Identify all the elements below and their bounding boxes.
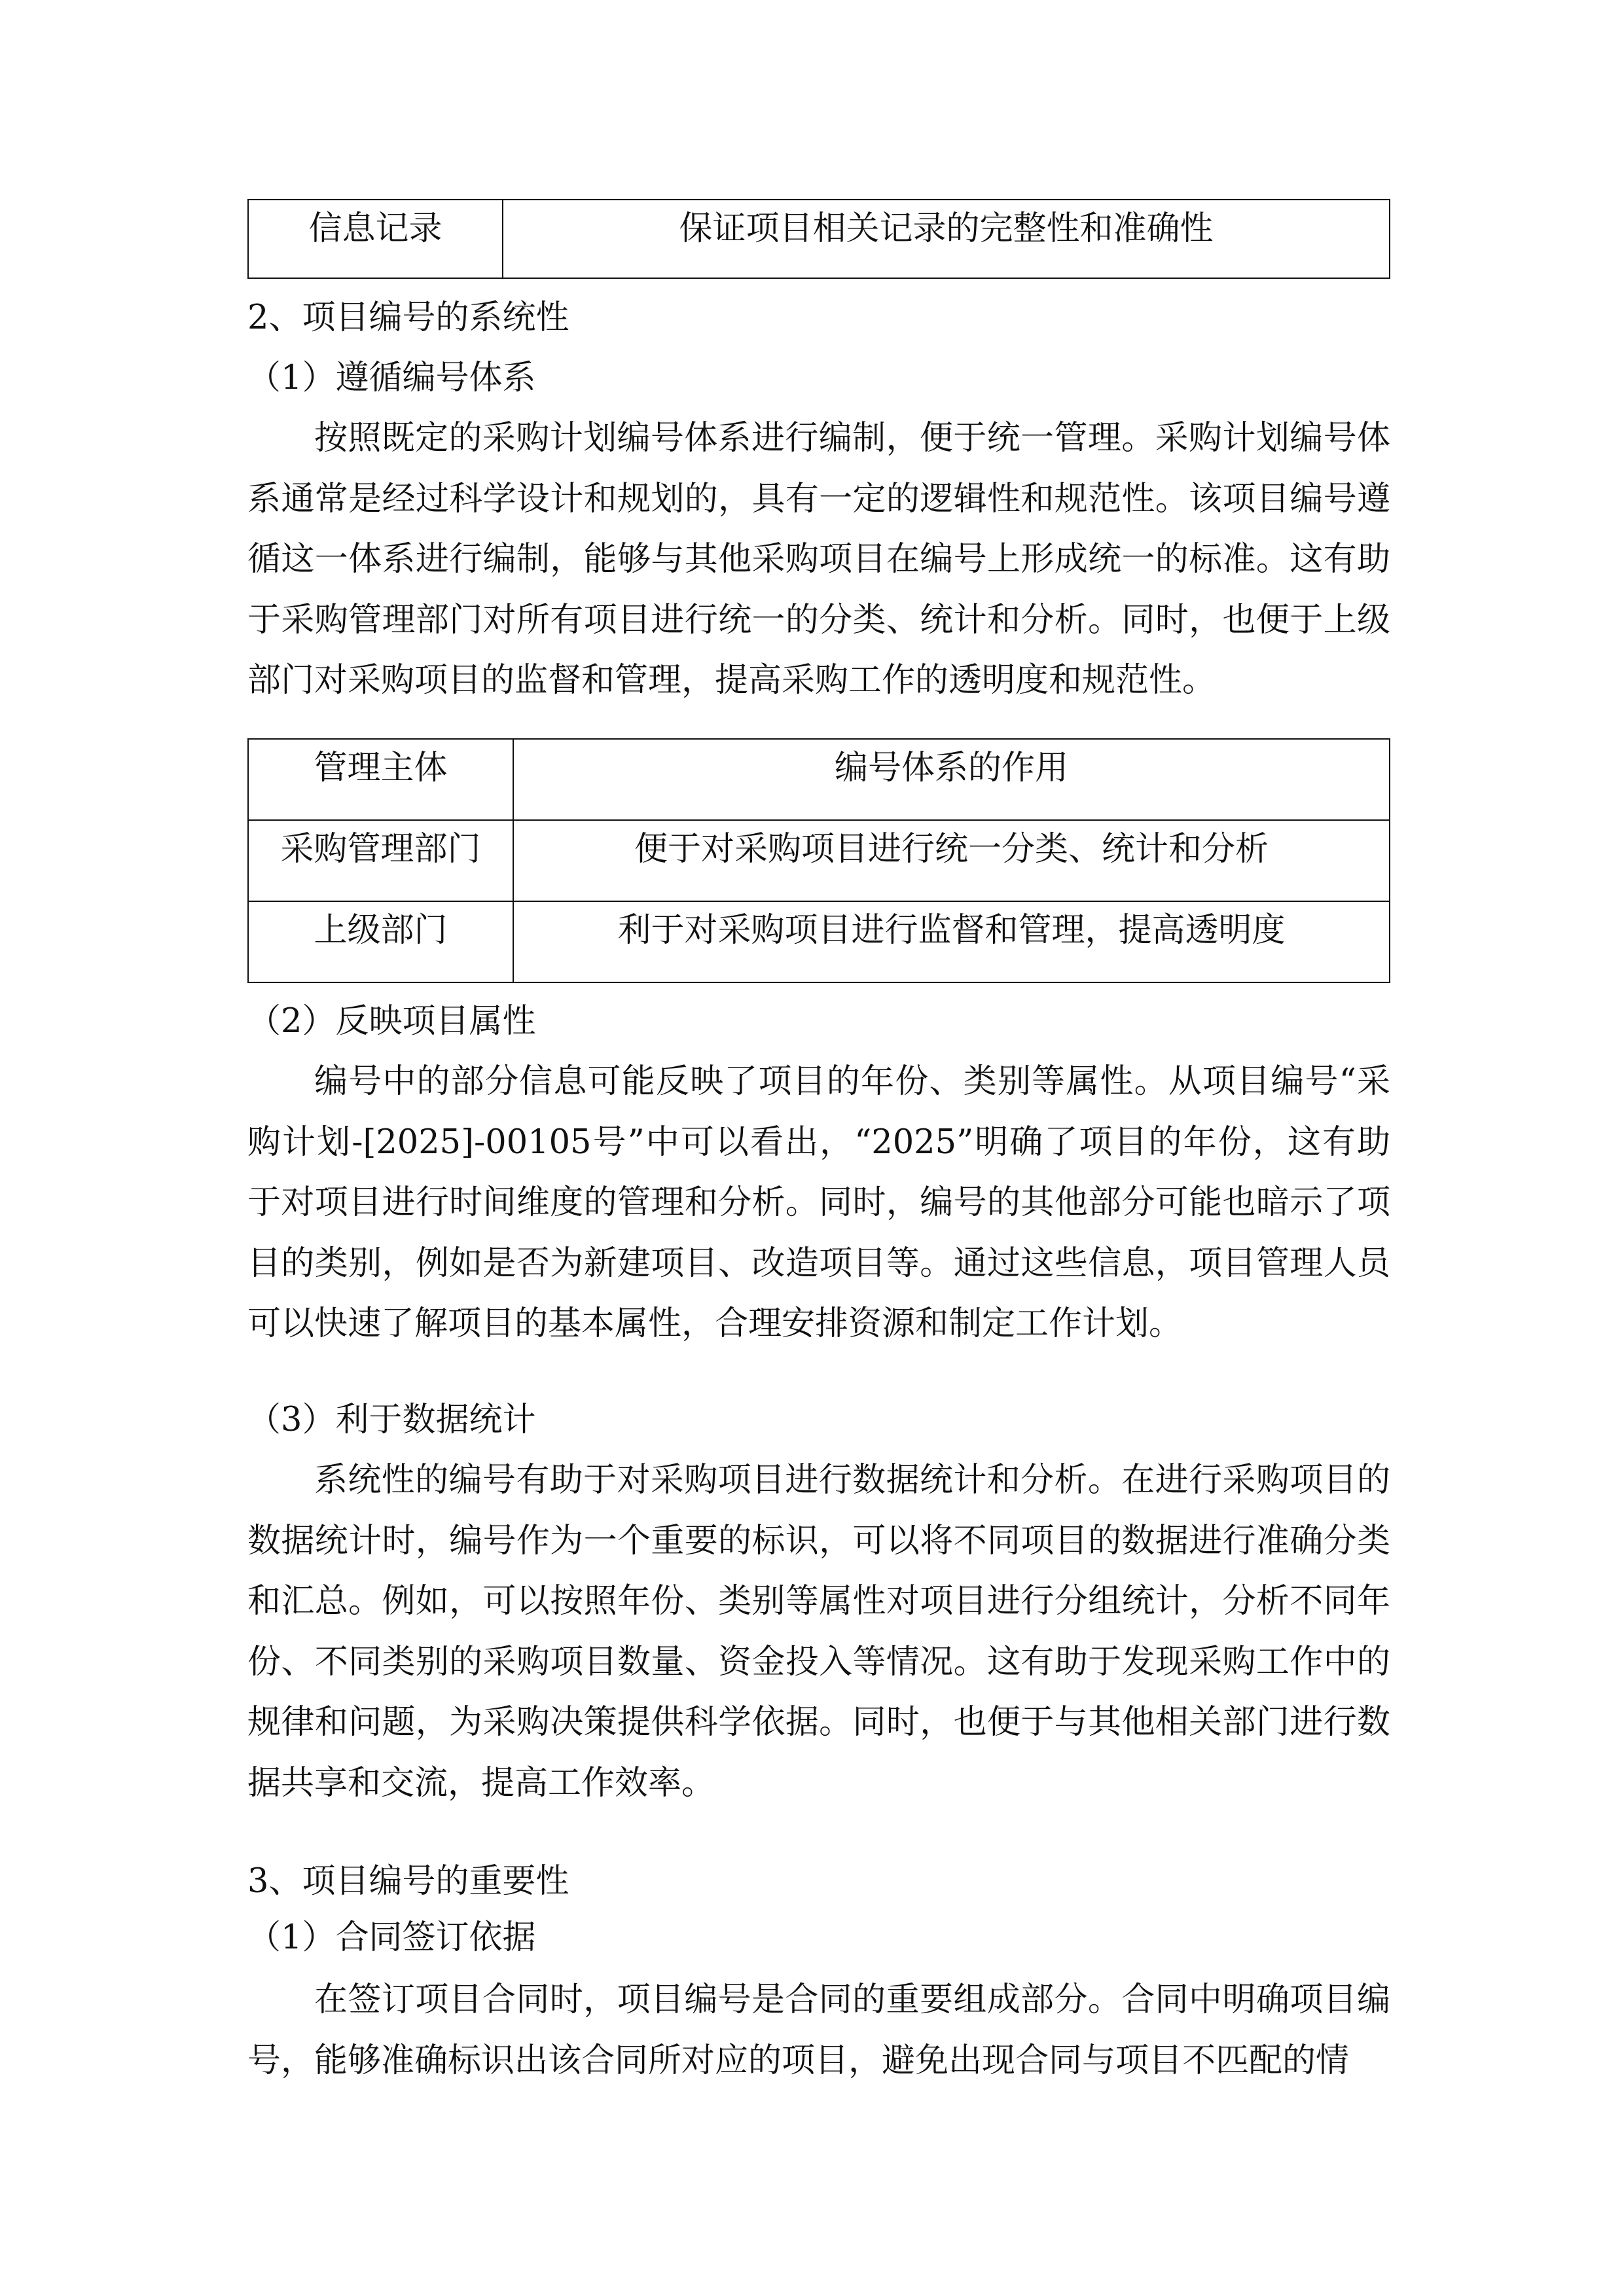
- table-row: [248, 820, 1390, 901]
- table-cell: 便于对采购项目进行统一分类、统计和分析: [513, 820, 1390, 901]
- table-cell: 上级部门: [248, 901, 513, 982]
- paragraph: 编号中的部分信息可能反映了项目的年份、类别等属性。从项目编号“采购计划-[2025]-00105号”中可以看出，“2025”明确了项目的年份，这有助于对项目进行时间维度的管理和分析。同时，编号的其他部分可能也暗示了项目的类别，例如是否为新建项目、改造项目等。通过这些信息，项目管理人员可以快速了解项目的基本属性，合理安排资源和制定工作计划。: [247, 1062, 1390, 1343]
- table-row: [248, 200, 1390, 278]
- table-cell: 利于对采购项目进行监督和管理，提高透明度: [513, 901, 1390, 982]
- paragraph: 在签订项目合同时，项目编号是合同的重要组成部分。合同中明确项目编号，能够准确标识出该合同所对应的项目，避免出现合同与项目不匹配的情: [247, 1981, 1390, 2080]
- table-cell: 采购管理部门: [248, 820, 513, 901]
- subsection-title: （3）利于数据统计: [247, 1401, 536, 1439]
- section-heading: 3、项目编号的重要性: [247, 1862, 569, 1901]
- subsection-title: （1）合同签订依据: [247, 1918, 536, 1957]
- table-row: [248, 901, 1390, 982]
- table-header-row: [248, 739, 1390, 820]
- subsection-title: （2）反映项目属性: [247, 1002, 536, 1041]
- subsection-title: （1）遵循编号体系: [247, 359, 536, 397]
- table-cell: 保证项目相关记录的完整性和准确性: [503, 200, 1390, 278]
- table-header-cell: 编号体系的作用: [513, 739, 1390, 820]
- paragraph: 系统性的编号有助于对采购项目进行数据统计和分析。在进行采购项目的数据统计时，编号作为一个重要的标识，可以将不同项目的数据进行准确分类和汇总。例如，可以按照年份、类别等属性对项目进行分组统计，分析不同年份、不同类别的采购项目数量、资金投入等情况。这有助于发现采购工作中的规律和问题，为采购决策提供科学依据。同时，也便于与其他相关部门进行数据共享和交流，提高工作效率。: [247, 1461, 1390, 1803]
- section-heading: 2、项目编号的系统性: [247, 298, 569, 337]
- table-cell: 信息记录: [248, 200, 503, 278]
- record-table: [247, 199, 1390, 279]
- paragraph: 按照既定的采购计划编号体系进行编制，便于统一管理。采购计划编号体系通常是经过科学设计和规划的，具有一定的逻辑性和规范性。该项目编号遵循这一体系进行编制，能够与其他采购项目在编号上形成统一的标准。这有助于采购管理部门对所有项目进行统一的分类、统计和分析。同时，也便于上级部门对采购项目的监督和管理，提高采购工作的透明度和规范性。: [247, 419, 1390, 700]
- table-header-cell: 管理主体: [248, 739, 513, 820]
- numbering-system-table: [247, 738, 1390, 983]
